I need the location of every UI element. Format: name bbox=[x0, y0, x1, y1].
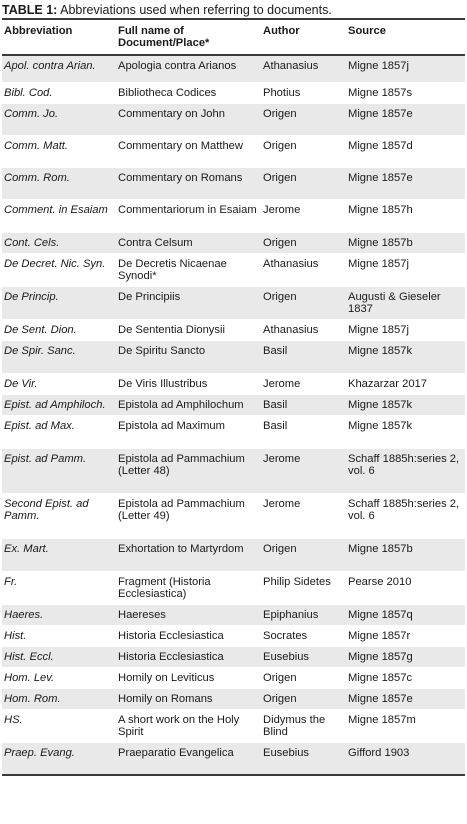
header-source: Source bbox=[348, 25, 386, 37]
cell-full-name: A short work on the Holy Spirit bbox=[116, 709, 261, 742]
table-row bbox=[2, 135, 465, 167]
cell-abbreviation: Bibl. Cod. bbox=[2, 82, 116, 103]
header-full-name: Full name of Document/Place* bbox=[118, 25, 210, 49]
cell-abbreviation: De Princip. bbox=[2, 286, 116, 319]
cell-author: Athanasius bbox=[261, 253, 346, 286]
table-row bbox=[2, 373, 465, 394]
cell-author: Basil bbox=[261, 415, 346, 448]
cell-source: Migne 1857k bbox=[346, 415, 465, 448]
cell-source: Schaff 1885h:series 2, vol. 6 bbox=[346, 493, 465, 538]
table-row bbox=[2, 448, 465, 493]
table-row bbox=[2, 167, 465, 199]
cell-author: Jerome bbox=[261, 373, 346, 394]
cell-author: Origen bbox=[261, 135, 346, 167]
header-author: Author bbox=[263, 25, 300, 37]
document-page bbox=[2, 0, 465, 776]
cell-source: Migne 1857g bbox=[346, 646, 465, 667]
caption-label: TABLE 1: bbox=[2, 3, 58, 17]
cell-author: Origen bbox=[261, 167, 346, 199]
cell-source: Migne 1857k bbox=[346, 340, 465, 373]
cell-source: Migne 1857e bbox=[346, 688, 465, 709]
cell-full-name: Epistola ad Pammachium (Letter 49) bbox=[116, 493, 261, 538]
table-row bbox=[2, 415, 465, 448]
table-row bbox=[2, 199, 465, 232]
cell-full-name: Exhortation to Martyrdom bbox=[116, 538, 261, 571]
cell-abbreviation: Epist. ad Pamm. bbox=[2, 448, 116, 493]
cell-full-name: Homily on Leviticus bbox=[116, 667, 261, 688]
cell-full-name: Commentariorum in Esaiam bbox=[116, 199, 261, 232]
cell-abbreviation: Hist. bbox=[2, 625, 116, 646]
cell-source: Migne 1857e bbox=[346, 103, 465, 135]
cell-abbreviation: Second Epist. ad Pamm. bbox=[2, 493, 116, 538]
cell-full-name: Commentary on Matthew bbox=[116, 135, 261, 167]
table-header bbox=[2, 19, 465, 55]
cell-source: Migne 1857q bbox=[346, 604, 465, 625]
cell-abbreviation: Hom. Lev. bbox=[2, 667, 116, 688]
cell-abbreviation: Hist. Eccl. bbox=[2, 646, 116, 667]
cell-source: Migne 1857c bbox=[346, 667, 465, 688]
cell-full-name: Historia Ecclesiastica bbox=[116, 625, 261, 646]
cell-source: Gifford 1903 bbox=[346, 742, 465, 775]
cell-full-name: Commentary on John bbox=[116, 103, 261, 135]
cell-author: Origen bbox=[261, 286, 346, 319]
table-row bbox=[2, 667, 465, 688]
cell-author: Jerome bbox=[261, 493, 346, 538]
cell-abbreviation: Fr. bbox=[2, 571, 116, 604]
header-abbreviation: Abbreviation bbox=[4, 25, 73, 37]
table-row bbox=[2, 55, 465, 82]
cell-source: Migne 1857r bbox=[346, 625, 465, 646]
cell-abbreviation: Cont. Cels. bbox=[2, 232, 116, 253]
table-row bbox=[2, 394, 465, 415]
cell-source: Migne 1857d bbox=[346, 135, 465, 167]
cell-abbreviation: De Sent. Dion. bbox=[2, 319, 116, 340]
cell-abbreviation: Hom. Rom. bbox=[2, 688, 116, 709]
table-row bbox=[2, 625, 465, 646]
cell-source: Migne 1857e bbox=[346, 167, 465, 199]
table-row bbox=[2, 286, 465, 319]
cell-full-name: De Decretis Nicaenae Synodi* bbox=[116, 253, 261, 286]
cell-author: Origen bbox=[261, 103, 346, 135]
cell-full-name: Apologia contra Arianos bbox=[116, 55, 261, 82]
cell-author: Athanasius bbox=[261, 55, 346, 82]
cell-full-name: Fragment (Historia Ecclesiastica) bbox=[116, 571, 261, 604]
table-row bbox=[2, 253, 465, 286]
cell-author: Origen bbox=[261, 232, 346, 253]
cell-abbreviation: Praep. Evang. bbox=[2, 742, 116, 775]
cell-abbreviation: HS. bbox=[2, 709, 116, 742]
cell-full-name: Historia Ecclesiastica bbox=[116, 646, 261, 667]
cell-source: Augusti & Gieseler 1837 bbox=[346, 286, 465, 319]
table-row bbox=[2, 688, 465, 709]
cell-source: Pearse 2010 bbox=[346, 571, 465, 604]
cell-abbreviation: De Spir. Sanc. bbox=[2, 340, 116, 373]
cell-abbreviation: De Vir. bbox=[2, 373, 116, 394]
cell-full-name: Epistola ad Pammachium (Letter 48) bbox=[116, 448, 261, 493]
table-row bbox=[2, 82, 465, 103]
cell-author: Origen bbox=[261, 688, 346, 709]
cell-full-name: Commentary on Romans bbox=[116, 167, 261, 199]
table-row bbox=[2, 604, 465, 625]
cell-author: Athanasius bbox=[261, 319, 346, 340]
cell-full-name: De Sententia Dionysii bbox=[116, 319, 261, 340]
table-row bbox=[2, 709, 465, 742]
cell-full-name: Bibliotheca Codices bbox=[116, 82, 261, 103]
cell-author: Philip Sidetes bbox=[261, 571, 346, 604]
cell-author: Eusebius bbox=[261, 646, 346, 667]
cell-source: Migne 1857k bbox=[346, 394, 465, 415]
cell-full-name: Contra Celsum bbox=[116, 232, 261, 253]
cell-author: Photius bbox=[261, 82, 346, 103]
cell-author: Jerome bbox=[261, 199, 346, 232]
caption-text: Abbreviations used when referring to documents. bbox=[57, 3, 332, 17]
cell-full-name: Praeparatio Evangelica bbox=[116, 742, 261, 775]
cell-full-name: De Spiritu Sancto bbox=[116, 340, 261, 373]
cell-abbreviation: Haeres. bbox=[2, 604, 116, 625]
table-row bbox=[2, 493, 465, 538]
table-row bbox=[2, 232, 465, 253]
table-body bbox=[2, 55, 465, 775]
cell-full-name: Epistola ad Amphilochum bbox=[116, 394, 261, 415]
cell-author: Didymus the Blind bbox=[261, 709, 346, 742]
table-row bbox=[2, 340, 465, 373]
cell-author: Socrates bbox=[261, 625, 346, 646]
cell-full-name: De Viris Illustribus bbox=[116, 373, 261, 394]
cell-author: Eusebius bbox=[261, 742, 346, 775]
cell-full-name: Haereses bbox=[116, 604, 261, 625]
table-row bbox=[2, 646, 465, 667]
cell-full-name: Epistola ad Maximum bbox=[116, 415, 261, 448]
cell-source: Migne 1857h bbox=[346, 199, 465, 232]
cell-source: Migne 1857b bbox=[346, 232, 465, 253]
cell-abbreviation: Comm. Rom. bbox=[2, 167, 116, 199]
cell-abbreviation: Comm. Jo. bbox=[2, 103, 116, 135]
cell-full-name: De Principiis bbox=[116, 286, 261, 319]
cell-abbreviation: Epist. ad Amphiloch. bbox=[2, 394, 116, 415]
cell-abbreviation: Apol. contra Arian. bbox=[2, 55, 116, 82]
cell-author: Basil bbox=[261, 394, 346, 415]
cell-source: Khazarzar 2017 bbox=[346, 373, 465, 394]
cell-author: Basil bbox=[261, 340, 346, 373]
cell-abbreviation: Comment. in Esaiam bbox=[2, 199, 116, 232]
cell-author: Origen bbox=[261, 667, 346, 688]
cell-source: Migne 1857j bbox=[346, 55, 465, 82]
cell-source: Migne 1857j bbox=[346, 319, 465, 340]
cell-author: Origen bbox=[261, 538, 346, 571]
cell-source: Schaff 1885h:series 2, vol. 6 bbox=[346, 448, 465, 493]
cell-abbreviation: Epist. ad Max. bbox=[2, 415, 116, 448]
table-caption bbox=[2, 0, 465, 18]
cell-author: Epiphanius bbox=[261, 604, 346, 625]
table-row bbox=[2, 742, 465, 775]
table-row bbox=[2, 538, 465, 571]
table-row bbox=[2, 571, 465, 604]
abbreviations-table bbox=[2, 18, 465, 776]
cell-source: Migne 1857b bbox=[346, 538, 465, 571]
cell-full-name: Homily on Romans bbox=[116, 688, 261, 709]
cell-author: Jerome bbox=[261, 448, 346, 493]
cell-source: Migne 1857m bbox=[346, 709, 465, 742]
cell-source: Migne 1857s bbox=[346, 82, 465, 103]
cell-abbreviation: Ex. Mart. bbox=[2, 538, 116, 571]
cell-abbreviation: De Decret. Nic. Syn. bbox=[2, 253, 116, 286]
cell-abbreviation: Comm. Matt. bbox=[2, 135, 116, 167]
table-row bbox=[2, 319, 465, 340]
header-row bbox=[2, 19, 465, 55]
cell-source: Migne 1857j bbox=[346, 253, 465, 286]
table-row bbox=[2, 103, 465, 135]
